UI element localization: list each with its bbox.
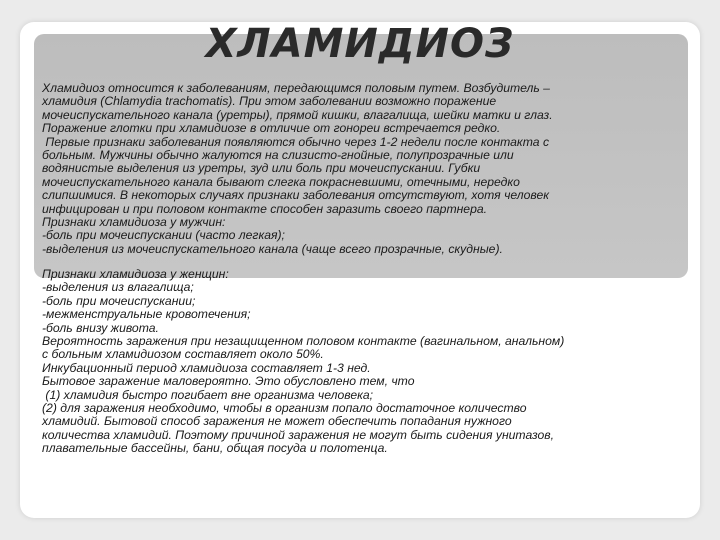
text-line: Признаки хламидиоза у мужчин: bbox=[42, 215, 226, 230]
text-line: Вероятность заражения при незащищенном половом контакте (вагинальном, анальном) bbox=[42, 334, 565, 349]
text-line: больным. Мужчины обычно жалуются на слизисто-гнойные, полупрозрачные или bbox=[42, 148, 514, 163]
text-line: -боль при мочеиспускании (часто легкая); bbox=[42, 228, 285, 243]
slide-title: ХЛАМИДИОЗ bbox=[205, 21, 515, 67]
text-line: плавательные бассейны, бани, общая посуда и полотенца. bbox=[42, 441, 388, 456]
text-line: мочеиспускательного канала (уретры), прямой кишки, влагалища, шейки матки и глаз. bbox=[42, 107, 553, 122]
text-line: Бытовое заражение маловероятно. Это обусловлено тем, что bbox=[42, 374, 415, 389]
text-line: с больным хламидиозом составляет около 50%. bbox=[42, 347, 324, 362]
text-line: хламидия (Chlamydia trachomatis). При этом заболевании возможно поражение bbox=[42, 94, 497, 109]
text-line: -выделения из влагалища; bbox=[42, 280, 194, 295]
text-line: (1) хламидия быстро погибает вне организма человека; bbox=[42, 387, 374, 402]
text-line: инфицирован и при половом контакте способен заразить своего партнера. bbox=[42, 201, 488, 216]
text-line: мочеиспускательного канала бывают слегка покрасневшими, отечными, нередко bbox=[42, 174, 520, 189]
text-line: количества хламидий. Поэтому причиной заражения не могут быть сидения унитазов, bbox=[42, 427, 555, 442]
text-line: (2) для заражения необходимо, чтобы в организм попало достаточное количество bbox=[42, 401, 527, 416]
text-line: Инкубационный период хламидиоза составляет 1-3 нед. bbox=[42, 360, 371, 375]
text-line: Хламидиоз относится к заболеваниям, передающимся половым путем. Возбудитель – bbox=[42, 81, 550, 95]
text-line: Поражение глотки при хламидиозе в отличие от гонореи встречается редко. bbox=[42, 121, 501, 136]
text-line: слипшимися. В некоторых случаях признаки заболевания отсутствуют, хотя человек bbox=[42, 188, 550, 203]
text-line: Первые признаки заболевания появляются обычно через 1-2 недели после контакта с bbox=[42, 134, 550, 149]
text-line: Признаки хламидиоза у женщин: bbox=[42, 267, 229, 281]
text-line: водянистые выделения из уретры, зуд или боль при мочеиспускании. Губки bbox=[42, 161, 481, 176]
text-line: хламидий. Бытовой способ заражения не может обеспечить попадания нужного bbox=[42, 414, 512, 429]
text-block-bottom bbox=[42, 268, 692, 456]
text-line: -межменструальные кровотечения; bbox=[42, 307, 251, 322]
text-line: -выделения из мочеиспускательного канала (чаще всего прозрачные, скудные). bbox=[42, 241, 503, 256]
text-line: -боль внизу живота. bbox=[42, 320, 159, 335]
text-line: -боль при мочеиспускании; bbox=[42, 293, 196, 308]
text-block-top bbox=[42, 82, 692, 256]
